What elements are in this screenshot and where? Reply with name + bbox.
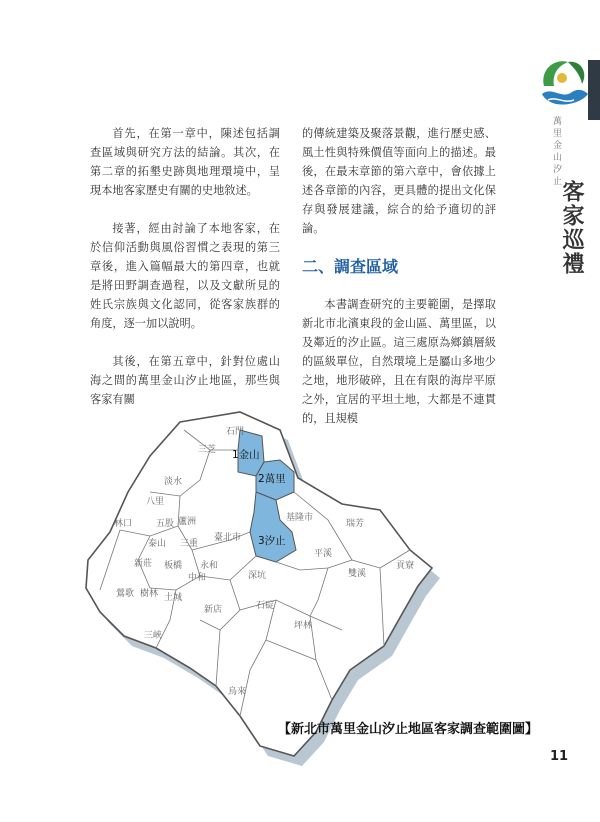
- district-label: 三重: [180, 539, 199, 549]
- district-label: 樹林: [140, 589, 159, 599]
- district-label: 淡水: [164, 477, 183, 487]
- target-label-xizhi: 3汐止: [258, 535, 286, 547]
- paragraph: 本書調查研究的主要範圍，是擇取新北市北濱東段的金山區、萬里區，以及鄰近的汐止區。這三處原為鄉鎮層級的區級單位，自然環境上是屬山多地少之地，地形破碎，且在有限的海岸平原之外，宜居的平坦土地，大都是不連貫的，且規模: [302, 298, 496, 425]
- district-label: 新店: [204, 605, 223, 615]
- series-subtitle: 萬里金山汐止: [551, 116, 561, 188]
- district-label: 三峽: [144, 631, 163, 641]
- district-label: 五股: [156, 519, 175, 529]
- series-title: 客家巡禮: [559, 180, 585, 276]
- section-heading: 二、調查區域: [302, 257, 399, 276]
- district-label: 雙溪: [348, 569, 367, 579]
- district-label: 臺北市: [214, 533, 242, 543]
- district-label: 平溪: [314, 549, 333, 559]
- district-label: 烏來: [228, 687, 247, 697]
- district-label: 坪林: [294, 621, 313, 631]
- district-label: 瑞芳: [346, 519, 365, 529]
- district-label: 新莊: [134, 559, 153, 569]
- district-label: 林口: [114, 519, 133, 529]
- district-label: 深坑: [248, 571, 267, 581]
- district-label: 鶯歌: [116, 589, 135, 599]
- target-label-jinshan: 1金山: [232, 449, 260, 461]
- book-logo-icon: [538, 56, 590, 108]
- district-label: 八里: [146, 497, 165, 507]
- district-label: 永和: [200, 561, 219, 571]
- paragraph: 接著，經由討論了本地客家，在於信仰活動與風俗習慣之表現的第三章後，進入篇幅最大的第四章，也就是將田野調查過程，以及文獻所見的姓氏宗族與文化認同，從客家族群的角度，逐一加以說明。: [90, 222, 280, 330]
- left-text-column: [90, 124, 280, 428]
- right-text-column: [302, 124, 496, 447]
- district-label: 貢寮: [396, 561, 415, 571]
- district-label: 蘆洲: [178, 517, 197, 527]
- paragraph: 的傳統建築及聚落景觀，進行歷史感、風土性與特殊價值等面向上的描述。最後，在最末章節的第六章中，會依據上述各章節的內容，更具體的提出文化保存與發展建議，綜合的給予適切的評論。: [302, 127, 496, 235]
- paragraph: 其後，在第五章中，針對位處山海之間的萬里金山汐止地區，那些與客家有關: [90, 355, 280, 406]
- district-label: 中和: [188, 573, 207, 583]
- district-label: 土城: [164, 593, 183, 603]
- district-label: 基隆市: [286, 513, 314, 523]
- district-label: 板橋: [164, 561, 183, 571]
- district-label: 三芝: [198, 445, 217, 455]
- district-label: 石碇: [256, 601, 275, 611]
- district-label: 泰山: [148, 539, 167, 549]
- target-label-wanli: 2萬里: [258, 473, 286, 485]
- map-caption: 【新北市萬里金山汐止地區客家調查範圍圖】: [278, 722, 539, 737]
- paragraph: 首先，在第一章中，陳述包括調查區域與研究方法的結論。其次，在第二章的拓墾史跡與地理環境中，呈現本地客家歷史有關的史地敘述。: [90, 127, 280, 197]
- page-number: 11: [550, 749, 569, 764]
- district-label: 石門: [226, 427, 245, 437]
